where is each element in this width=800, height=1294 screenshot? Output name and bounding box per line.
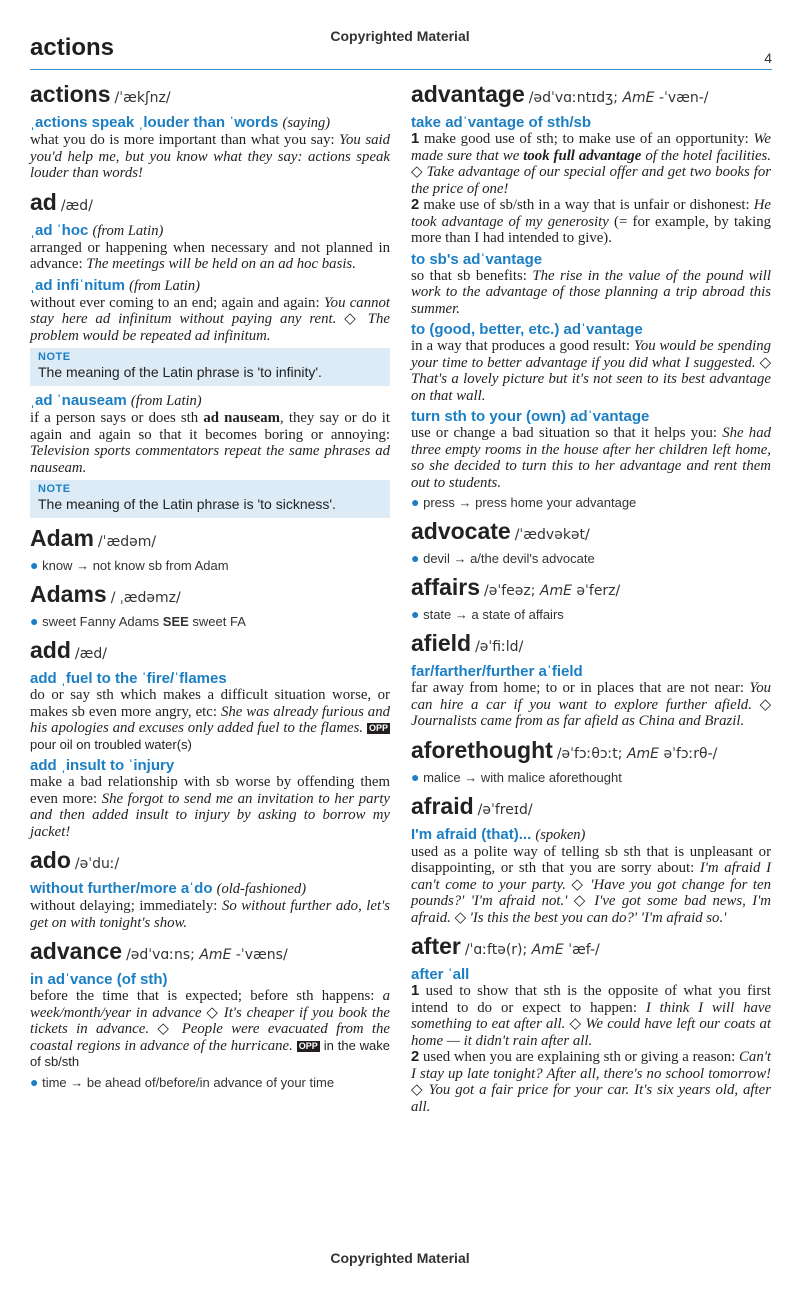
- definition: used as a polite way of telling sb sth that is unpleasant or disappointing, or sth that you are sorry about: I'm afraid I can't come to your party. ◇ 'Have you got change for ten pounds?' 'I'm afraid not.' ◇ I've got some bad news, I'm afraid. ◇ 'Is this the best you can do?' 'I'm afraid so.': [411, 843, 772, 926]
- headword: Adam: [30, 525, 94, 551]
- headword: ado: [30, 847, 71, 873]
- definition: arranged or happening when necessary and not planned in advance: The meetings will be held on an ad hoc basis.: [30, 239, 390, 272]
- idiom: in adˈvance (of sth): [30, 971, 168, 988]
- pronunciation: /əˈfreɪd/: [477, 801, 533, 818]
- idiom: I'm afraid (that)... (spoken): [411, 825, 586, 843]
- note-box: NOTE The meaning of the Latin phrase is 'to sickness'.: [30, 480, 390, 518]
- pronunciation: / ˌædəmz/: [110, 590, 181, 606]
- entry-actions: [30, 82, 390, 182]
- idiom: add ˌfuel to the ˈfire/ˈflames: [30, 670, 227, 687]
- headword: aforethought: [411, 736, 553, 763]
- definition: 1 make good use of sth; to make use of an opportunity: We made sure that we took full advantage of the hotel facilities. ◇ Take advantage of our special offer and get two books for the price of one!: [411, 131, 772, 197]
- headword: add: [30, 637, 71, 663]
- pronunciation: /ˈædəm/: [97, 534, 157, 550]
- idiom: far/farther/further aˈfield: [411, 663, 583, 680]
- entry-adam: [30, 526, 390, 574]
- definition: what you do is more important than what you say: You said you'd help me, but you know what they say: actions speak louder than words!: [30, 132, 390, 181]
- cross-reference: ● devil → a/the devil's advocate: [411, 550, 595, 566]
- cross-reference: ● sweet Fanny Adams SEE sweet FA: [30, 613, 246, 629]
- left-column: [30, 82, 390, 1099]
- right-column: [411, 82, 771, 1123]
- idiom: after ˈall: [411, 966, 470, 983]
- idiom: turn sth to your (own) adˈvantage: [411, 408, 650, 425]
- idiom: take adˈvantage of sth/sb: [411, 114, 592, 131]
- cross-reference: ● state → a state of affairs: [411, 606, 564, 622]
- headword: advance: [30, 938, 123, 964]
- pronunciation: /ˈækʃnz/: [114, 90, 171, 106]
- headword: advantage: [411, 81, 525, 107]
- idiom: to (good, better, etc.) adˈvantage: [411, 321, 643, 338]
- headword: advocate: [411, 518, 511, 544]
- opp-badge: OPP: [298, 1040, 318, 1051]
- cross-reference: ● press → press home your advantage: [411, 494, 637, 510]
- entry-afraid: [411, 794, 771, 927]
- definition: 1 used to show that sth is the opposite of what you first intend to do or expect to happen: I think I will have something to eat after all. ◇ We could have left our coats at home — it didn't rain after all.: [411, 983, 772, 1049]
- header-rule: [30, 69, 772, 70]
- headword: afield: [411, 630, 472, 656]
- entry-advocate: [411, 519, 771, 567]
- definition: so that sb benefits: The rise in the value of the pound will work to the advantage of those planning a trip abroad this summer.: [411, 267, 771, 317]
- pronunciation: /əˈduː/: [74, 856, 120, 872]
- definition: before the time that is expected; before sth happens: a week/month/year in advance ◇ It's cheaper if you book the tickets in advance. ◇ People were evacuated from the coastal regions in advance of the hurricane. OPP in the wake of sb/sth: [30, 988, 391, 1069]
- entry-aforethought: [411, 738, 771, 786]
- idiom: add ˌinsult to ˈinjury: [30, 757, 175, 774]
- definition: make a bad relationship with sb worse by offending them even more: She forgot to send me an invitation to her party and then added insult to injury by asking to borrow my jacket!: [30, 774, 390, 840]
- definition: 2 make use of sb/sth in a way that is unfair or dishonest: He took advantage of my generosity (= for example, by taking more than I had intended to give).: [411, 197, 771, 246]
- definition: do or say sth which makes a difficult situation worse, or makes sb even more angry, etc: She was already furious and his apologies and excuses only added fuel to the flames. OPP pour oil on troubled water(s): [30, 687, 391, 752]
- definition: if a person says or does sth ad nauseam, they say or do it again and again so that it becomes boring or annoying: Television sports commentators repeat the same phrases ad nauseam.: [30, 410, 390, 476]
- entry-advantage: [411, 82, 771, 511]
- cross-reference: ● malice → with malice aforethought: [411, 768, 622, 785]
- definition: without ever coming to an end; again and again: You cannot stay here ad infinitum without paying any rent. ◇ The problem would be repeated ad infinitum.: [30, 294, 391, 344]
- headword: after: [411, 933, 461, 959]
- pronunciation: /æd/: [60, 197, 93, 214]
- entry-after: [411, 934, 771, 1115]
- entry-advance: [30, 939, 390, 1091]
- note-box: NOTE The meaning of the Latin phrase is 'to infinity'.: [30, 348, 390, 386]
- entry-afield: [411, 631, 771, 730]
- entry-add: [30, 638, 390, 840]
- headword: affairs: [411, 574, 481, 600]
- pronunciation: /ˈɑːftə(r); AmE ˈæf-/: [464, 942, 600, 958]
- running-head: actions: [30, 34, 115, 61]
- idiom: ˌad infiˈnitum (from Latin): [30, 276, 200, 294]
- idiom: ˌactions speak ˌlouder than ˈwords (saying): [30, 114, 331, 131]
- headword: afraid: [411, 792, 474, 819]
- pronunciation: /əˈfɔːθɔːt; AmE əˈfɔːrθ-/: [556, 745, 718, 762]
- copyright-top: Copyrighted Material: [330, 28, 470, 44]
- pronunciation: /əˈfeəz; AmE əˈferz/: [484, 583, 621, 599]
- idiom: ˌad ˈnauseam (from Latin): [30, 392, 202, 409]
- pronunciation: /æd/: [74, 646, 107, 662]
- headword: ad: [30, 188, 57, 215]
- opp-badge: OPP: [368, 723, 388, 733]
- cross-reference: ● time → be ahead of/before/in advance of your time: [30, 1073, 335, 1090]
- entry-adams: [30, 582, 390, 630]
- page-number: 4: [764, 50, 772, 66]
- entry-affairs: [411, 575, 771, 623]
- idiom: to sb's adˈvantage: [411, 250, 543, 268]
- cross-reference: ● know → not know sb from Adam: [30, 557, 229, 573]
- headword: actions: [30, 81, 111, 107]
- definition: 2 used when you are explaining sth or giving a reason: Can't I stay up late tonight? After all, there's no school tomorrow! ◇ You got a fair price for your car. It's six years old, after all.: [411, 1049, 771, 1115]
- pronunciation: /ədˈvɑːntɪdʒ; AmE -ˈvæn-/: [528, 90, 709, 106]
- entry-ad: [30, 190, 390, 519]
- headword: Adams: [30, 581, 107, 607]
- pronunciation: /əˈfiːld/: [475, 639, 524, 655]
- idiom: without further/more aˈdo (old-fashioned): [30, 880, 307, 897]
- entry-ado: [30, 848, 390, 931]
- pronunciation: /ədˈvɑːns; AmE -ˈvæns/: [126, 947, 288, 963]
- copyright-bottom: Copyrighted Material: [330, 1250, 470, 1266]
- definition: without delaying; immediately: So without further ado, let's get on with tonight's show.: [30, 898, 391, 931]
- definition: in a way that produces a good result: You would be spending your time to better advantage if you did what I suggested. ◇ That's a lovely picture but it's not seen to its best advantage on that wall.: [411, 338, 771, 404]
- definition: use or change a bad situation so that it helps you: She had three empty rooms in the house after her children left home, so she decided to turn this to her advantage and rent them out to students.: [411, 425, 771, 491]
- definition: far away from home; to or in places that are not near: You can hire a car if you want to explore further afield. ◇ Journalists came from as far afield as China and Brazil.: [411, 680, 771, 729]
- idiom: ˌad ˈhoc (from Latin): [30, 221, 164, 239]
- pronunciation: /ˈædvəkət/: [514, 527, 590, 543]
